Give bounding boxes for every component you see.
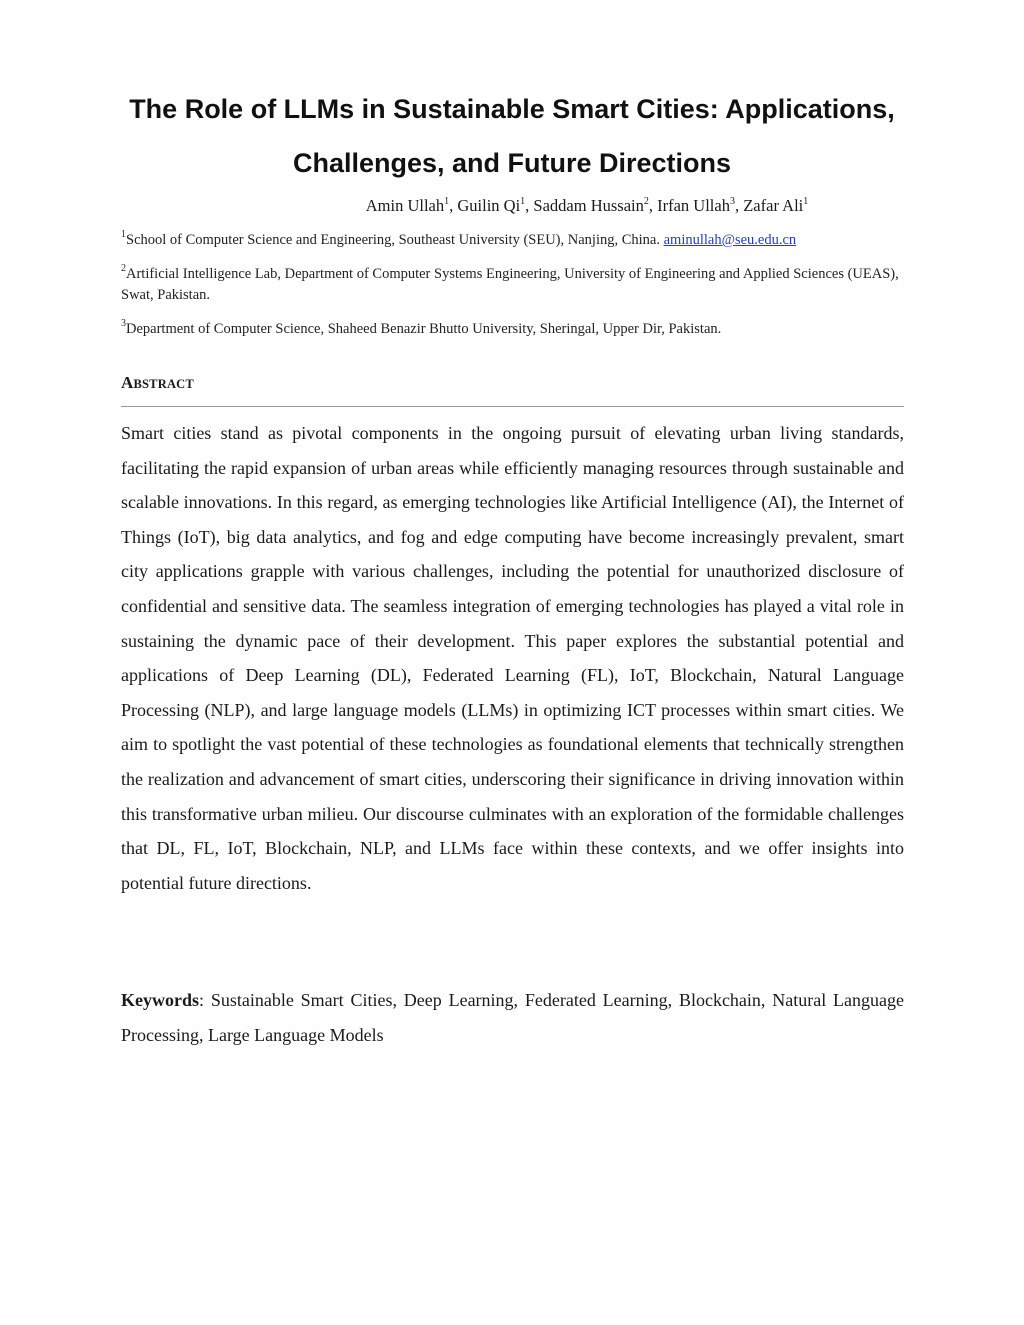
affiliation-1 [121,230,905,251]
abstract-heading [121,373,194,393]
affiliation-number: 1 [121,229,126,240]
author-email-link[interactable]: aminullah@seu.edu.cn [663,232,797,248]
affiliation-3 [121,319,905,340]
abstract-divider [121,406,904,407]
author-affiliation-mark: 2 [643,196,649,207]
author-list [0,194,1024,218]
author-affiliation-mark: 1 [520,196,526,207]
author-separator: , [525,196,534,215]
affiliation-number: 2 [121,263,126,274]
author-affiliation-mark: 1 [444,196,450,207]
author-name: Amin Ullah [365,196,445,215]
affiliation-text: Department of Computer Science, Shaheed Benazir Bhutto University, Sheringal, Upper Dir, Pakistan. [126,321,722,337]
affiliation-text: Artificial Intelligence Lab, Department of Computer Systems Engineering, University of Engineering and Applied Sciences (UEAS), Swat, Pakistan. [121,266,899,303]
author-affiliation-mark: 3 [729,196,735,207]
author-separator: , [734,196,744,215]
author-separator: , [648,196,658,215]
affiliation-text: School of Computer Science and Engineering, Southeast University (SEU), Nanjing, China. [126,232,664,248]
author-separator: , [449,196,458,215]
author-name: Irfan Ullah [657,196,730,215]
paper-title [100,82,924,190]
keywords-section [121,983,904,1052]
keywords-label: Keywords [121,990,199,1010]
author-name: Zafar Ali [743,196,804,215]
keywords-colon: : [199,990,205,1010]
authors-line [366,194,808,218]
title-line-1: The Role of LLMs in Sustainable Smart Cities: Applications, [129,94,895,124]
abstract-heading-rest: BSTRACT [133,377,194,391]
abstract-body: Smart cities stand as pivotal components in the ongoing pursuit of elevating urban living standards, facilitating the rapid expansion of urban areas while efficiently managing resources through sustainable and scalable innovations. In this regard, as emerging technologies like Artificial Intelligence (AI), the Internet of Things (IoT), big data analytics, and fog and edge computing have become increasingly prevalent, smart city applications grapple with various challenges, including the potential for unauthorized disclosure of confidential and sensitive data. The seamless integration of emerging technologies has played a vital role in sustaining the dynamic pace of their development. This paper explores the substantial potential and applications of Deep Learning (DL), Federated Learning (FL), IoT, Blockchain, Natural Language Processing (NLP), and large language models (LLMs) in optimizing ICT processes within smart cities. We aim to spotlight the vast potential of these technologies as foundational elements that technically strengthen the realization and advancement of smart cities, underscoring their significance in driving innovation within this transformative urban milieu. Our discourse culminates with an exploration of the formidable challenges that DL, FL, IoT, Blockchain, NLP, and LLMs face within these contexts, and we offer insights into potential future directions. [121,423,904,893]
title-line-2: Challenges, and Future Directions [292,148,732,178]
abstract-heading-initial: A [121,373,134,392]
keywords-list: Sustainable Smart Cities, Deep Learning, Federated Learning, Blockchain, Natural Language Processing, Large Language Models [121,990,904,1045]
author-affiliation-mark: 1 [803,196,809,207]
author-name: Guilin Qi [457,196,521,215]
affiliation-2 [121,264,905,306]
affiliation-number: 3 [121,318,126,329]
author-name: Saddam Hussain [533,196,644,215]
